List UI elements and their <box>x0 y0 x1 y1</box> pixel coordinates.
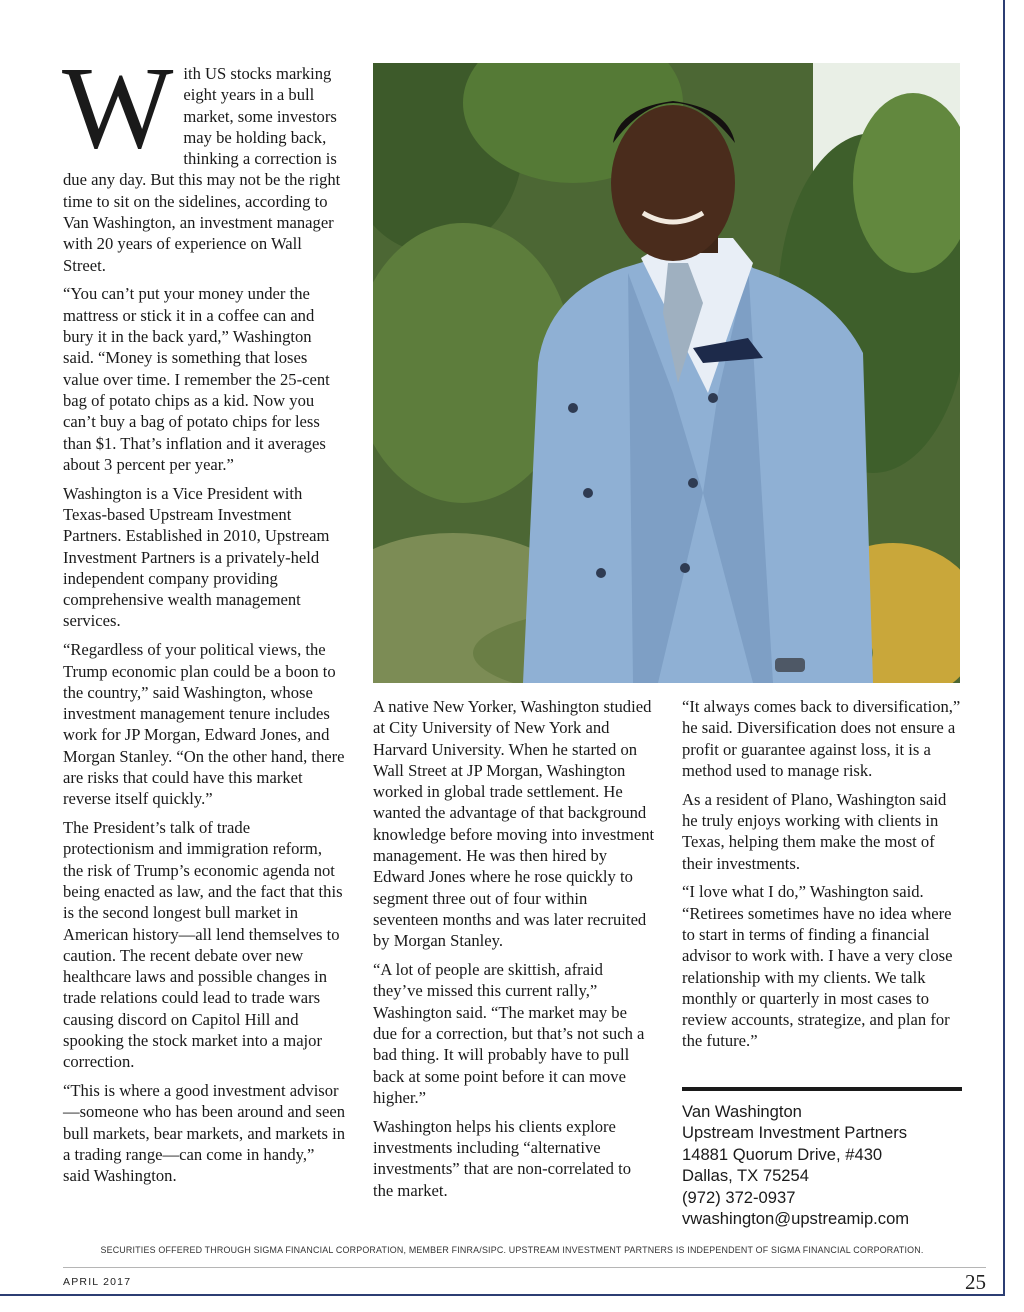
contact-company: Upstream Investment Partners <box>682 1123 908 1143</box>
portrait-photo <box>373 63 960 683</box>
article-paragraph: “A lot of people are skittish, afraid they’ve missed this current rally,” Washington said. “The market may be due for a correction, but that’s not such a bad thing. It will probably have to pull back at some point before it can move higher.” <box>373 960 645 1107</box>
article-paragraph: A native New Yorker, Washington studied at City University of New York and Harvard University. When he started on Wall Street at JP Morgan, Washington worked in global trade settlement. He wanted the advantage of that background knowledge before moving into investment management. He was then hired by Edward Jones where he rose quickly to segment three out of four within seventeen months and was later recruited by Morgan Stanley. <box>373 697 655 951</box>
portrait-illustration <box>373 63 960 683</box>
contact-email[interactable]: vwashington@upstreamip.com <box>682 1209 910 1229</box>
article-column-2 <box>373 696 655 1208</box>
paragraph-text: ith US stocks marking eight years in a bull market, some investors may be holding back, thinking a correction is due any day. But this may not be the right time to sit on the sidelines, according to Van Washington, an investment manager with 20 years of experience on Wall Street. <box>63 64 341 275</box>
issue-date: APRIL 2017 <box>63 1276 132 1288</box>
article-paragraph: As a resident of Plano, Washington said he truly enjoys working with clients in Texas, helping them make the most of their investments. <box>682 789 947 873</box>
article-paragraph: “It always comes back to diversification,” he said. Diversification does not ensure a profit or guarantee against loss, it is a method used to manage risk. <box>682 697 961 780</box>
securities-disclaimer: SECURITIES OFFERED THROUGH SIGMA FINANCIAL CORPORATION, MEMBER FINRA/SIPC. UPSTREAM INVESTMENT PARTNERS IS INDEPENDENT OF SIGMA FINANCIAL CORPORATION. <box>100 1245 924 1255</box>
contact-address-line1: 14881 Quorum Drive, #430 <box>682 1144 883 1164</box>
contact-address-line2: Dallas, TX 75254 <box>682 1166 809 1186</box>
article-paragraph: The President’s talk of trade protectionism and immigration reform, the risk of Trump’s economic agenda not being enacted as law, and the fact that this is the second longest bull market in American history—all lend themselves to caution. The recent debate over new healthcare laws and possible changes in trade relations could lead to trade wars causing discord on Capitol Hill and spooking the stock market into a major correction. <box>63 818 343 1072</box>
article-paragraph <box>62 42 345 276</box>
page-number: 25 <box>965 1270 986 1294</box>
article-column-1 <box>62 42 346 1194</box>
drop-cap: W <box>62 42 174 173</box>
article-paragraph: “Regardless of your political views, the Trump economic plan could be a boon to the country,” said Washington, whose investment management tenure includes work for JP Morgan, Edward Jones, and Morgan Stanley. “On the other hand, there are risks that could have this market reverse itself quickly.” <box>63 640 345 809</box>
article-paragraph: Washington is a Vice President with Texas-based Upstream Investment Partners. Established in 2010, Upstream Investment Partners is a privately-held independent company providing comprehensive wealth management services. <box>63 483 330 631</box>
article-paragraph: “You can’t put your money under the mattress or stick it in a coffee can and bury it in the back yard,” Washington said. “Money is something that loses value over time. I remember the 25-cent bag of potato chips as a kid. Now you can’t buy a bag of potato chips for less than $1. That’s inflation and it averages about 3 percent per year.” <box>63 284 330 474</box>
article-paragraph: Washington helps his clients explore investments including “alternative investments” that are non-correlated to the market. <box>373 1116 632 1200</box>
contact-phone[interactable]: (972) 372-0937 <box>682 1187 796 1207</box>
article-paragraph: “This is where a good investment advisor—someone who has been around and seen bull markets, bear markets, and markets in a trading range—can come in handy,” said Washington. <box>63 1081 346 1186</box>
contact-block <box>682 1087 962 1229</box>
footer-divider <box>63 1267 986 1268</box>
contact-name: Van Washington <box>682 1102 802 1121</box>
article-paragraph: “I love what I do,” Washington said. “Retirees sometimes have no idea where to start in terms of finding a financial advisor to work with. I have a very close relationship with my clients. We talk monthly or quarterly in most cases to review accounts, strategize, and plan for the future.” <box>682 882 953 1051</box>
article-column-3 <box>682 696 964 1059</box>
